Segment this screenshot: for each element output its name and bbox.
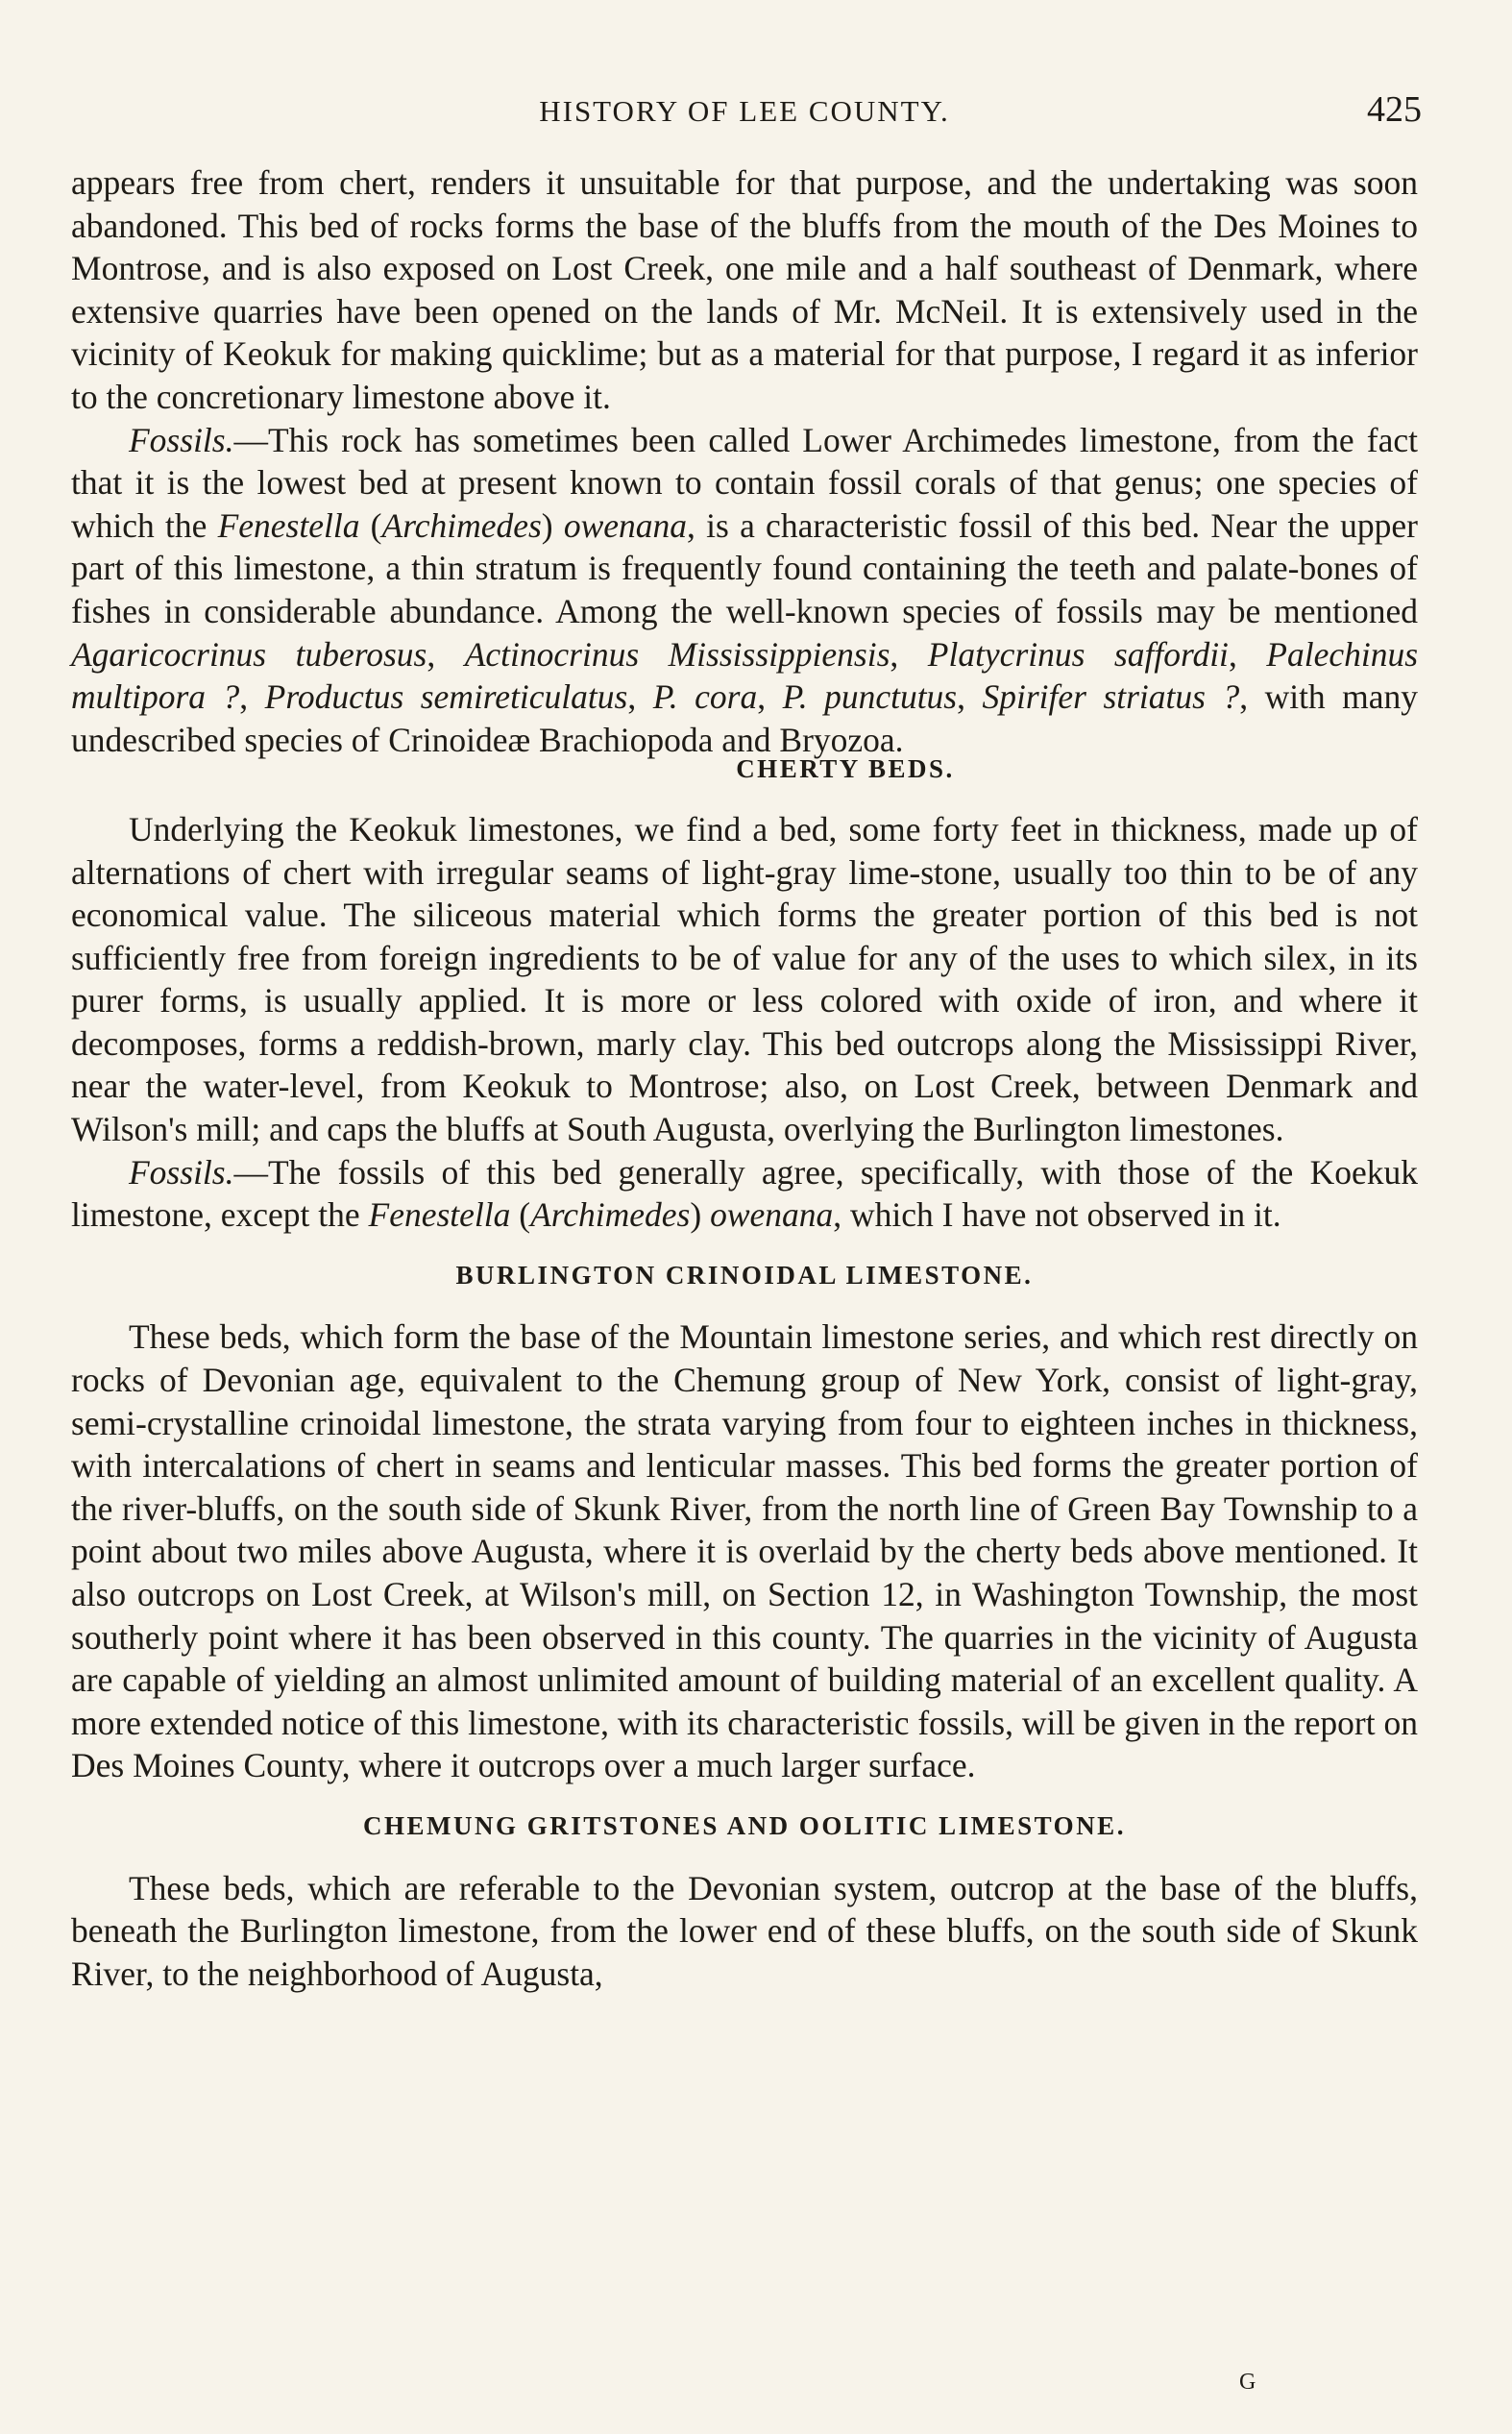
section-heading-chemung: CHEMUNG GRITSTONES AND OOLITIC LIMESTONE.	[363, 1810, 1126, 1840]
text-run: ,	[239, 677, 265, 717]
text-run: )	[690, 1195, 711, 1235]
text-run: ,	[757, 677, 783, 717]
species-name: P. cora	[652, 677, 758, 717]
species-name: P. punctutus	[782, 677, 958, 717]
species-name: Actinocrinus Mississippiensis	[464, 634, 890, 674]
text-run: , is a characteristic fossil of this bed. Near the upper part of this limestone, a thin stratum is frequently found containing the teeth and palate-bones of fishes in considerable abundance. Among the well-known species of fossils may be mentioned	[71, 505, 1418, 630]
text-run: , which I have not observed in it.	[833, 1195, 1281, 1235]
species-name: Agaricocrinus tuberosus	[71, 634, 427, 674]
paragraph: Underlying the Keokuk limestones, we find a bed, some forty feet in thickness, made up of alternations of chert with irregular seams of light-gray lime-stone, usually too thin to be of any economical value. The siliceous material which forms the greater portion of this bed is not sufficiently free from foreign ingredients to be of value for any of the uses to which silex, in its purer forms, is usually applied. It is more or less colored with oxide of iron, and where it decomposes, forms a reddish-brown, marly clay. This bed outcrops along the Mississippi River, near the water-level, from Keokuk to Montrose; also, on Lost Creek, between Denmark and Wilson's mill; and caps the bluffs at South Augusta, overlying the Burlington limestones.	[71, 809, 1418, 1149]
species-name: Palechinus multipora ?	[71, 634, 1419, 717]
text-run: ,	[957, 677, 983, 717]
text-run: (	[510, 1195, 531, 1235]
fossils-lead: Fossils.	[129, 1152, 234, 1192]
text-run: ,	[1228, 634, 1267, 674]
species-name: Archimedes	[530, 1195, 691, 1235]
species-name: Platycrinus saffordii	[927, 634, 1229, 674]
text-run: ,	[427, 634, 465, 674]
text-run: ,	[627, 677, 653, 717]
page-header	[67, 88, 1422, 136]
species-name: Productus semireticulatus	[264, 677, 628, 717]
species-name: Archimedes	[381, 505, 542, 545]
page-number: 425	[1367, 89, 1422, 130]
text-run: , with many undescribed species of Crinoideæ Brachiopoda and Bryozoa.	[71, 677, 1419, 759]
section-heading-cherty-beds: CHERTY BEDS.	[736, 754, 955, 784]
paragraph: appears free from chert, renders it unsuitable for that purpose, and the undertaking was soon abandoned. This bed of rocks forms the base of the bluffs from the mouth of the Des Moines to Montrose, and is also exposed on Lost Creek, one mile and a half southeast of Denmark, where extensive quarries have been opened on the lands of Mr. McNeil. It is extensively used in the vicinity of Keokuk for making quicklime; but as a material for that purpose, I regard it as inferior to the concretionary limestone above it.	[71, 163, 1418, 416]
species-name: Spirifer striatus ?	[982, 677, 1240, 717]
text-run: (	[359, 505, 382, 545]
paragraph: These beds, which form the base of the Mountain limestone series, and which rest directly on rocks of Devonian age, equivalent to the Chemung group of New York, consist of light-gray, semi-crystalline crinoidal limestone, the strata varying from four to eighteen inches in thickness, with intercalations of chert in seams and lenticular masses. This bed forms the greater portion of the river-bluffs, on the south side of Skunk River, from the north line of Green Bay Township to a point about two miles above Augusta, where it is overlaid by the cherty beds above mentioned. It also outcrops on Lost Creek, at Wilson's mill, on Section 12, in Washington Township, the most southerly point where it has been observed in this county. The quarries in the vicinity of Augusta are capable of yielding an almost unlimited amount of building material of an excellent quality. A more extended notice of this limestone, with its characteristic fossils, will be given in the report on Des Moines County, where it outcrops over a much larger surface.	[71, 1317, 1418, 1785]
signature-mark: G	[1239, 2370, 1256, 2395]
running-title: HISTORY OF LEE COUNTY.	[539, 94, 950, 128]
body-text	[71, 161, 1418, 1995]
species-name: Fenestella	[368, 1195, 511, 1235]
text-run: )	[541, 505, 564, 545]
section-heading-burlington: BURLINGTON CRINOIDAL LIMESTONE.	[455, 1260, 1034, 1290]
text-run: ,	[890, 634, 928, 674]
species-name: owenana	[710, 1195, 834, 1235]
text-run: —The fossils of this bed generally agree, specifically, with those of the Koekuk limestone, except the	[71, 1152, 1418, 1235]
text-run: —This rock has sometimes been called Lower Archimedes limestone, from the fact that it is the lowest bed at present known to contain fossil corals of that genus; one species of which the	[71, 420, 1418, 545]
species-name: Fenestella	[217, 505, 360, 545]
paragraph	[71, 419, 1418, 762]
paragraph: These beds, which are referable to the Devonian system, outcrop at the base of the bluffs, beneath the Burlington limestone, from the lower end of these bluffs, on the south side of Skunk River, to the neighborhood of Augusta,	[71, 1868, 1418, 1993]
fossils-lead: Fossils.	[129, 420, 234, 459]
species-name: owenana	[563, 505, 688, 545]
paragraph	[71, 1151, 1418, 1237]
